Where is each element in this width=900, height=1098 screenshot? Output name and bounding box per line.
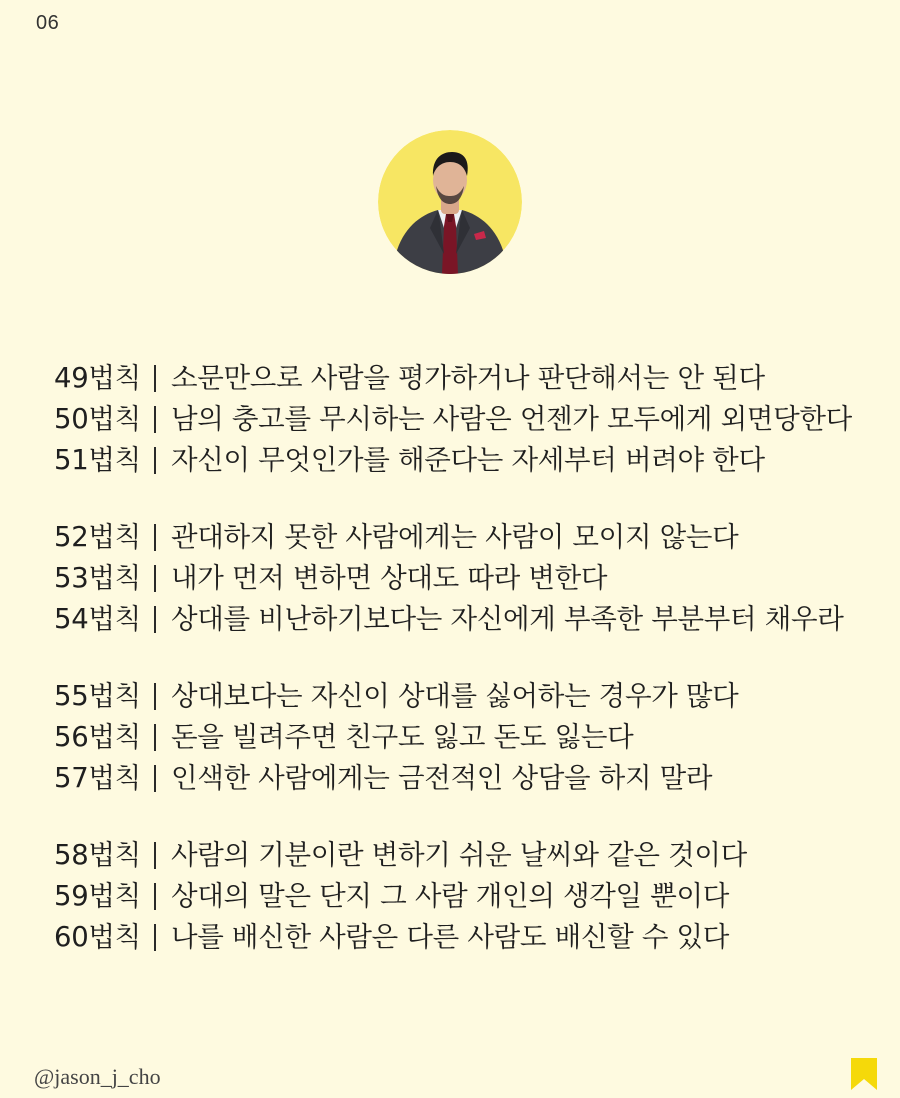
rule-divider — [154, 683, 156, 710]
rule-number: 54법칙 — [54, 603, 141, 635]
avatar — [378, 130, 522, 274]
rule-number: 58법칙 — [54, 839, 141, 871]
rule-divider — [154, 724, 156, 751]
rule-number: 59법칙 — [54, 880, 141, 912]
rule-item — [54, 676, 884, 717]
rule-divider — [154, 406, 156, 433]
rule-number: 55법칙 — [54, 680, 141, 712]
rule-divider — [154, 606, 156, 633]
rule-divider — [154, 924, 156, 951]
rule-divider — [154, 565, 156, 592]
rule-text: 상대를 비난하기보다는 자신에게 부족한 부분부터 채우라 — [170, 603, 844, 635]
rule-divider — [154, 842, 156, 869]
profile-photo-icon — [378, 130, 522, 274]
rule-item — [54, 440, 884, 481]
rule-divider — [154, 524, 156, 551]
rule-group — [54, 676, 884, 799]
rule-divider — [154, 447, 156, 474]
rule-group — [54, 358, 884, 481]
rule-text: 사람의 기분이란 변하기 쉬운 날씨와 같은 것이다 — [170, 839, 747, 871]
rule-group — [54, 835, 884, 958]
rule-item — [54, 358, 884, 399]
rule-item — [54, 399, 884, 440]
rule-text: 자신이 무엇인가를 해준다는 자세부터 버려야 한다 — [170, 444, 765, 476]
rule-text: 인색한 사람에게는 금전적인 상담을 하지 말라 — [170, 762, 713, 794]
rule-item — [54, 876, 884, 917]
rule-divider — [154, 365, 156, 392]
rule-divider — [154, 765, 156, 792]
rule-text: 남의 충고를 무시하는 사람은 언젠가 모두에게 외면당한다 — [170, 403, 852, 435]
rule-item — [54, 717, 884, 758]
rule-item — [54, 599, 884, 640]
bookmark-icon[interactable] — [851, 1058, 877, 1090]
rule-item — [54, 558, 884, 599]
rule-item — [54, 517, 884, 558]
rule-group — [54, 517, 884, 640]
rule-text: 내가 먼저 변하면 상대도 따라 변한다 — [170, 562, 608, 594]
author-handle[interactable]: @jason_j_cho — [34, 1064, 161, 1089]
rule-number: 53법칙 — [54, 562, 141, 594]
rule-text: 돈을 빌려주면 친구도 잃고 돈도 잃는다 — [170, 721, 634, 753]
rule-text: 소문만으로 사람을 평가하거나 판단해서는 안 된다 — [170, 362, 765, 394]
rules-list — [54, 358, 884, 994]
rule-number: 52법칙 — [54, 521, 141, 553]
rule-number: 60법칙 — [54, 921, 141, 953]
rule-item — [54, 835, 884, 876]
rule-divider — [154, 883, 156, 910]
rule-text: 관대하지 못한 사람에게는 사람이 모이지 않는다 — [170, 521, 739, 553]
rule-number: 50법칙 — [54, 403, 141, 435]
rule-item — [54, 758, 884, 799]
rule-number: 49법칙 — [54, 362, 141, 394]
rule-number: 57법칙 — [54, 762, 141, 794]
rule-item — [54, 917, 884, 958]
rule-text: 상대의 말은 단지 그 사람 개인의 생각일 뿐이다 — [170, 880, 730, 912]
rule-number: 56법칙 — [54, 721, 141, 753]
rule-text: 상대보다는 자신이 상대를 싫어하는 경우가 많다 — [170, 680, 739, 712]
page-number: 06 — [36, 12, 60, 34]
rule-text: 나를 배신한 사람은 다른 사람도 배신할 수 있다 — [170, 921, 730, 953]
rule-number: 51법칙 — [54, 444, 141, 476]
